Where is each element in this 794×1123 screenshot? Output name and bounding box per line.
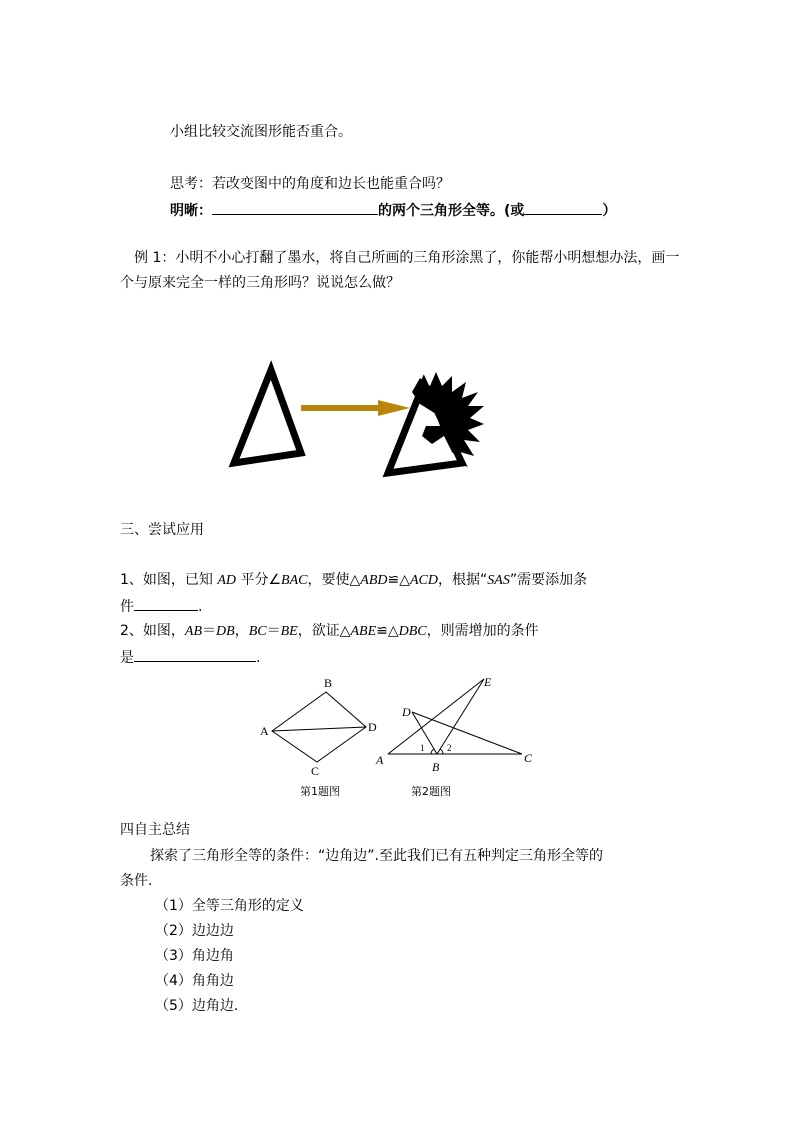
fig2-caption: 第2题图 xyxy=(411,785,451,798)
clarify-mid: 的两个三角形全等。(或 xyxy=(378,203,525,219)
q1-ad: AD xyxy=(217,573,237,588)
q1-acd: ACD xyxy=(410,573,438,588)
q2-end: . xyxy=(256,650,261,666)
think-question: 思考：若改变图中的角度和边长也能重合吗？ xyxy=(170,176,450,192)
section4-heading: 四自主总结 xyxy=(120,822,190,838)
summary-para-line1: 探索了三角形全等的条件：“边角边”.至此我们已有五种判定三角形全等的 xyxy=(150,848,603,864)
compare-text: 小组比较交流图形能否重合。 xyxy=(170,124,352,140)
fig1-label-d: D xyxy=(368,720,377,734)
q2-text-d: ＝ xyxy=(266,623,281,639)
q1-text-e: ，根据“ xyxy=(438,572,488,588)
q2-ab: AB xyxy=(184,624,203,639)
q2-abe: ABE xyxy=(350,624,377,639)
summary-item-4: （4）角角边 xyxy=(155,973,234,989)
fig1-caption: 第1题图 xyxy=(300,785,340,798)
fig1-label-a: A xyxy=(260,724,269,738)
section3-heading: 三、尝试应用 xyxy=(120,522,204,538)
q1-text-f: ”需要添加条 xyxy=(509,572,588,588)
fig2-label-e: E xyxy=(484,675,492,689)
q2-text-e: ，欲证△ xyxy=(297,623,351,639)
clarify-prefix: 明晰： xyxy=(170,203,212,219)
example1-line2: 个与原来完全一样的三角形吗？说说怎么做？ xyxy=(120,275,400,291)
summary-item-2: （2）边边边 xyxy=(155,923,234,939)
q2-bc: BC xyxy=(248,624,267,639)
q2-text-g: ，则需增加的条件 xyxy=(426,623,539,639)
q1-bac: BAC xyxy=(281,573,308,588)
q2-be: BE xyxy=(280,624,298,639)
q2-dbc: DBC xyxy=(398,624,427,639)
q2-text-a: 2、如图， xyxy=(120,623,185,639)
q1-text-a: 1、如图，已知 xyxy=(120,572,218,588)
fig2-angle-1: 1 xyxy=(420,743,425,753)
q2-db: DB xyxy=(216,624,235,639)
q2-text-f: ≌△ xyxy=(376,623,399,639)
fig2-label-a: A xyxy=(376,753,384,767)
q2-text-b: ＝ xyxy=(202,623,217,639)
figure-1 xyxy=(272,692,366,762)
fig2-angle-2: 2 xyxy=(447,743,452,753)
fig2-label-c: C xyxy=(524,751,533,765)
q2-text-c: ， xyxy=(234,623,249,639)
clarify-suffix: ） xyxy=(602,203,617,219)
summary-para-line2: 条件. xyxy=(120,873,153,889)
q1-text-c: ，要使△ xyxy=(307,572,361,588)
fig1-label-c: C xyxy=(311,764,320,778)
summary-item-3: （3）角边角 xyxy=(155,948,234,964)
fig1-label-b: B xyxy=(324,676,333,690)
q2-line2-text: 是 xyxy=(120,650,134,666)
q1-text-b: 平分∠ xyxy=(236,572,282,588)
q1-end: . xyxy=(198,599,203,615)
q1-abd: ABD xyxy=(360,573,388,588)
q1-text-d: ≌△ xyxy=(387,572,410,588)
summary-item-5: （5）边角边. xyxy=(155,998,239,1014)
q1-sas: SAS xyxy=(487,573,510,588)
q1-line2-text: 件 xyxy=(120,599,134,615)
example1-line1: 例 1：小明不小心打翻了墨水，将自己所画的三角形涂黑了，你能帮小明想想办法，画一 xyxy=(134,250,680,266)
fig2-label-b: B xyxy=(432,760,440,774)
fig2-label-d: D xyxy=(402,705,411,719)
summary-item-1: （1）全等三角形的定义 xyxy=(155,898,304,914)
